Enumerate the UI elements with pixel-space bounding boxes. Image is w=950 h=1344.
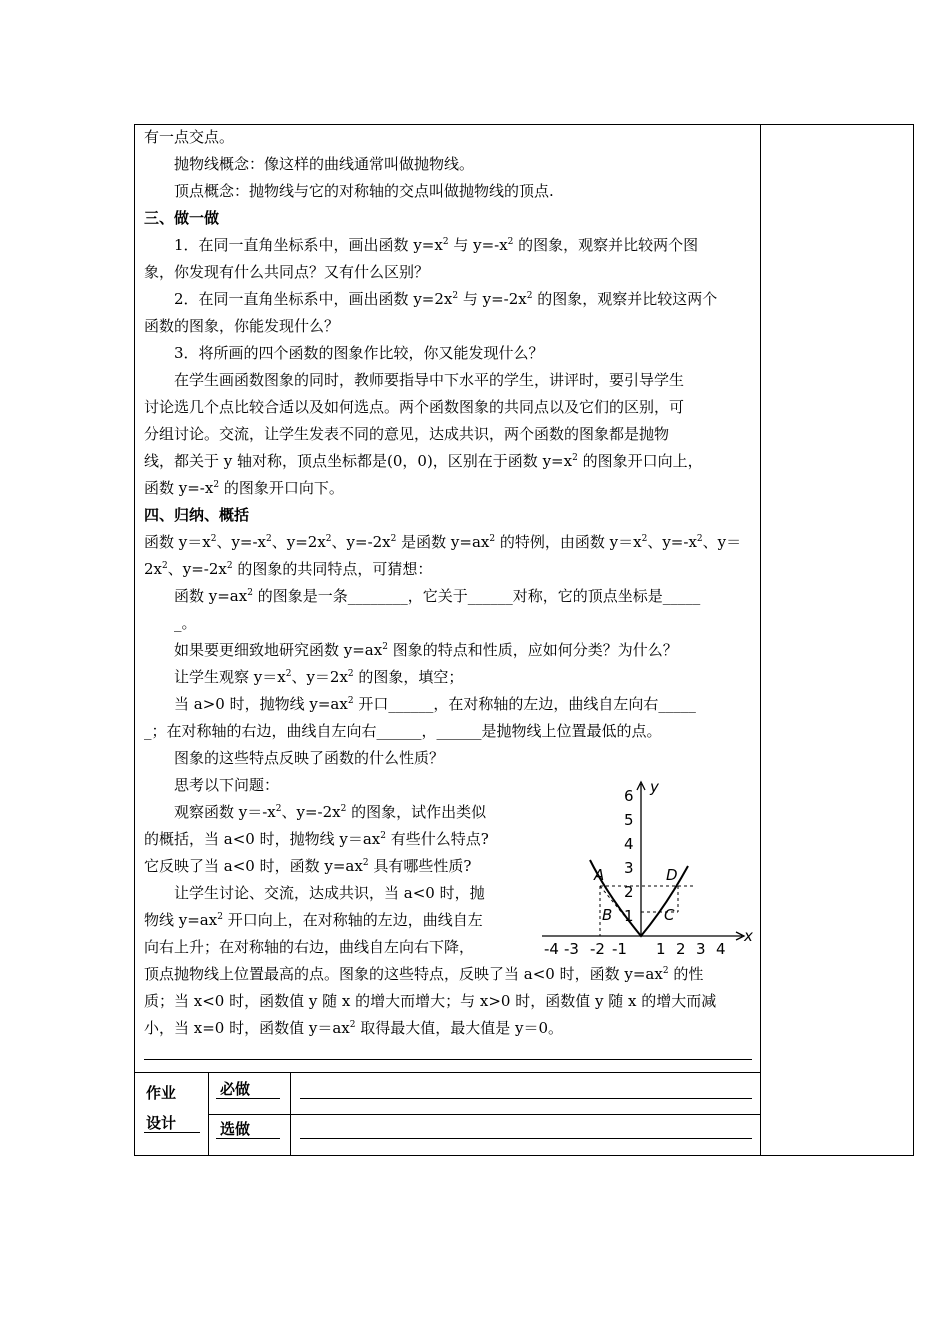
text-line: 如果要更细致地研究函数 $y=ax^2$ 图象的特点和性质，应如何分类？为什么？ — [174, 641, 678, 659]
x-tick-label: 1 — [656, 940, 666, 958]
homework-row-top-border — [134, 1072, 760, 1073]
y-tick-label: 1 — [624, 907, 634, 925]
required-label-underline — [216, 1098, 280, 1099]
required-label: 必做 — [220, 1080, 251, 1098]
homework-label-1: 作业 — [146, 1084, 177, 1102]
homework-row-mid-border — [208, 1114, 760, 1115]
optional-answer-line[interactable] — [300, 1138, 752, 1139]
y-tick-label: 5 — [624, 811, 634, 829]
text-line: 分组讨论。交流，让学生发表不同的意见，达成共识，两个函数的图象都是抛物 — [144, 425, 670, 443]
optional-label-underline — [216, 1138, 280, 1139]
y-axis-label: y — [650, 778, 659, 796]
text-line: 2．在同一直角坐标系中，画出函数 $y=2x^2$ 与 $y=-2x^2$ 的图象，观察并比较这两个 — [174, 290, 718, 308]
point-label: C — [664, 906, 675, 924]
text-line: 它反映了当 a<0 时，函数 $y=ax^2$ 具有哪些性质? — [144, 857, 472, 875]
parabola-graph — [538, 776, 760, 962]
section-heading: 四、归纳、概括 — [144, 506, 250, 524]
x-tick-label: -1 — [612, 940, 627, 958]
x-tick-label: 3 — [696, 940, 706, 958]
text-line: 顶点概念：抛物线与它的对称轴的交点叫做抛物线的顶点. — [174, 182, 554, 200]
right-column-divider — [760, 124, 761, 1156]
text-line: 让学生讨论、交流，达成共识，当 a<0 时，抛 — [174, 884, 485, 902]
homework-label-underline — [144, 1132, 200, 1133]
text-line: 函数 $y=x^2$、$y=-x^2$、$y=2x^2$、$y=-2x^2$ 是函数 $y=ax^2$ 的特例，由函数 $y=x^2$、$y=-x^2$、y＝ — [144, 533, 742, 551]
x-tick-label: 4 — [716, 940, 726, 958]
text-line: 小，当 x=0 时，函数值 $y=ax^2$ 取得最大值，最大值是 y＝0。 — [144, 1019, 564, 1037]
text-line: 图象的这些特点反映了函数的什么性质？ — [174, 749, 445, 767]
text-line: 当 a>0 时，抛物线 $y=ax^2$ 开口______，在对称轴的左边，曲线自左向右_____ — [174, 695, 696, 713]
text-line: 思考以下问题： — [174, 776, 280, 794]
x-tick-label: -4 — [544, 940, 559, 958]
text-line: _。 — [174, 614, 197, 632]
point-label: D — [666, 866, 678, 884]
text-line: 的概括，当 a<0 时，抛物线 $y=ax^2$ 有些什么特点? — [144, 830, 489, 848]
text-line: 函数 $y=-x^2$ 的图象开口向下。 — [144, 479, 344, 497]
optional-label: 选做 — [220, 1120, 251, 1138]
text-line: _；在对称轴的右边，曲线自左向右______，______是抛物线上位置最低的点。 — [144, 722, 662, 740]
x-tick-label: -3 — [564, 940, 579, 958]
text-line: 函数的图象，你能发现什么？ — [144, 317, 340, 335]
text-line: 抛物线概念：像这样的曲线通常叫做抛物线。 — [174, 155, 475, 173]
section-heading: 三、做一做 — [144, 209, 220, 227]
text-line: 让学生观察 $y=x^2$、$y=2x^2$ 的图象，填空； — [174, 668, 464, 686]
text-line: 物线 $y=ax^2$ 开口向上，在对称轴的左边，曲线自左 — [144, 911, 483, 929]
text-line: 象，你发现有什么共同点？又有什么区别？ — [144, 263, 430, 281]
homework-label-2: 设计 — [146, 1114, 177, 1132]
text-line: 3．将所画的四个函数的图象作比较，你又能发现什么？ — [174, 344, 544, 362]
text-line: 质；当 x<0 时，函数值 y 随 x 的增大而增大；与 x>0 时，函数值 y 随 x 的增大而减 — [144, 992, 717, 1010]
text-line: 有一点交点。 — [144, 128, 235, 146]
y-tick-label: 6 — [624, 787, 634, 805]
text-line: $2x^2$、$y=-2x^2$ 的图象的共同特点，可猜想： — [144, 560, 433, 578]
required-answer-line[interactable] — [300, 1098, 752, 1099]
text-line: 1．在同一直角坐标系中，画出函数 $y=x^2$ 与 $y=-x^2$ 的图象，观察并比较两个图 — [174, 236, 699, 254]
text-line: 线，都关于 y 轴对称，顶点坐标都是(0，0)，区别在于函数 $y=x^2$ 的图象开口向上， — [144, 452, 703, 470]
content-bottom-rule — [144, 1059, 752, 1060]
text-line: 函数 $y=ax^2$ 的图象是一条________，它关于______对称，它的顶点坐标是_____ — [174, 587, 701, 605]
y-tick-label: 4 — [624, 835, 634, 853]
x-tick-label: 2 — [676, 940, 686, 958]
point-label: A — [594, 866, 605, 884]
y-tick-label: 2 — [624, 883, 634, 901]
text-line: 向右上升；在对称轴的右边，曲线自左向右下降， — [144, 938, 475, 956]
y-tick-label: 3 — [624, 859, 634, 877]
text-line: 顶点抛物线上位置最高的点。图象的这些特点，反映了当 a<0 时，函数 $y=ax^2$ 的性 — [144, 965, 704, 983]
x-axis-label: x — [744, 927, 753, 945]
text-line: 在学生画函数图象的同时，教师要指导中下水平的学生，讲评时，要引导学生 — [174, 371, 685, 389]
point-label: B — [602, 906, 613, 924]
x-tick-label: -2 — [590, 940, 605, 958]
text-line: 观察函数 $y=-x^2$、$y=-2x^2$ 的图象，试作出类似 — [174, 803, 487, 821]
text-line: 讨论选几个点比较合适以及如何选点。两个函数图象的共同点以及它们的区别，可 — [144, 398, 685, 416]
